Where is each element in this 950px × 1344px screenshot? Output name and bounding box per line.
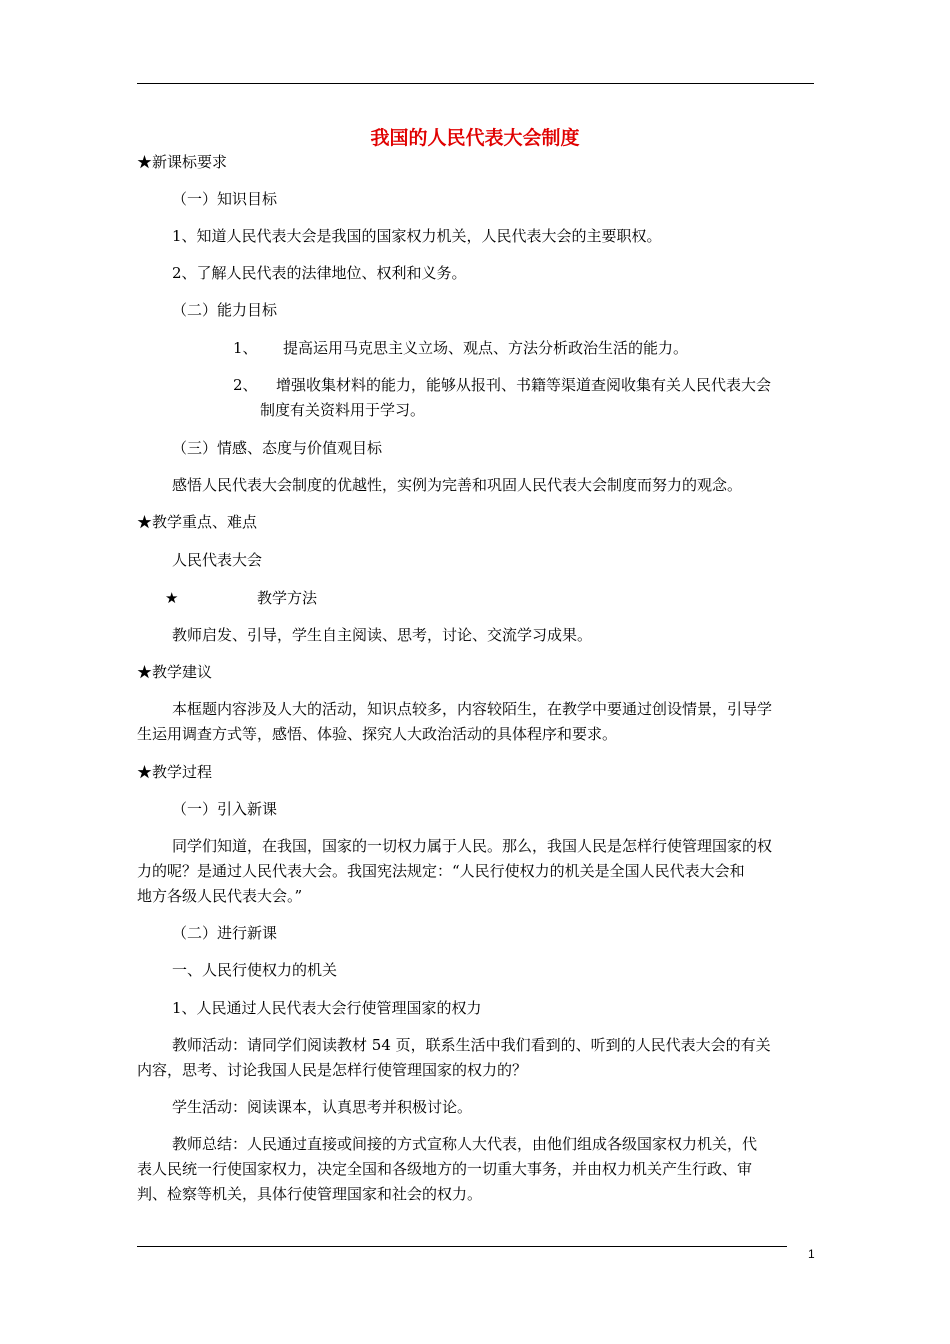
section-heading: ★教学重点、难点 [137,513,258,531]
paragraph-line: 判、检察等机关，具体行使管理国家和社会的权力。 [137,1185,483,1203]
paragraph-line: 人民代表大会 [172,551,263,569]
paragraph-line: 提高运用马克思主义立场、观点、方法分析政治生活的能力。 [283,339,689,357]
paragraph-line: 本框题内容涉及人大的活动，知识点较多，内容较陌生，在教学中要通过创设情景，引导学 [172,700,773,718]
section-heading: ★教学过程 [137,763,213,781]
paragraph-line: 增强收集材料的能力，能够从报刊、书籍等渠道查阅收集有关人民代表大会 [276,376,772,394]
subheading: （一）知识目标 [172,190,278,208]
subheading: （三）情感、态度与价值观目标 [172,439,383,457]
page-number: 1 [808,1247,815,1261]
paragraph-line: 教师活动：请同学们阅读教材 54 页，联系生活中我们看到的、听到的人民代表大会的有关 [172,1036,771,1054]
subheading: （二）进行新课 [172,924,278,942]
paragraph-line: 生运用调查方式等，感悟、体验、探究人大政治活动的具体程序和要求。 [137,725,618,743]
paragraph-line: 表人民统一行使国家权力，决定全国和各级地方的一切重大事务，并由权力机关产生行政、审 [137,1160,753,1178]
paragraph-line: 2、了解人民代表的法律地位、权利和义务。 [172,264,467,282]
paragraph-line: 地方各级人民代表大会。” [137,887,303,905]
subheading: （一）引入新课 [172,800,278,818]
document-title: 我国的人民代表大会制度 [370,127,580,149]
paragraph-line: 感悟人民代表大会制度的优越性，实例为完善和巩固人民代表大会制度而努力的观念。 [172,476,743,494]
paragraph-line: 教师启发、引导，学生自主阅读、思考，讨论、交流学习成果。 [172,626,593,644]
paragraph-line: 1、人民通过人民代表大会行使管理国家的权力 [172,999,482,1017]
footer-rule [137,1246,787,1247]
subheading: （二）能力目标 [172,301,278,319]
section-heading: ★新课标要求 [137,153,228,171]
paragraph-line: 内容，思考、讨论我国人民是怎样行使管理国家的权力的？ [137,1061,528,1079]
list-number: 2、 [233,376,258,394]
paragraph-line: 力的呢？是通过人民代表大会。我国宪法规定：“人民行使权力的机关是全国人民代表大会和 [137,862,745,880]
paragraph-line: 1、知道人民代表大会是我国的国家权力机关，人民代表大会的主要职权。 [172,227,662,245]
section-heading: 教学方法 [257,589,318,607]
paragraph-line: 制度有关资料用于学习。 [260,401,426,419]
paragraph-line: 学生活动：阅读课本，认真思考并积极讨论。 [172,1098,473,1116]
header-rule [137,83,814,84]
section-heading: ★教学建议 [137,663,213,681]
paragraph-line: 教师总结：人民通过直接或间接的方式宣称人大代表，由他们组成各级国家权力机关，代 [172,1135,758,1153]
star-icon: ★ [165,589,179,607]
paragraph-line: 同学们知道，在我国，国家的一切权力属于人民。那么，我国人民是怎样行使管理国家的权 [172,837,773,855]
list-number: 1、 [233,339,258,357]
paragraph-line: 一、人民行使权力的机关 [172,961,338,979]
